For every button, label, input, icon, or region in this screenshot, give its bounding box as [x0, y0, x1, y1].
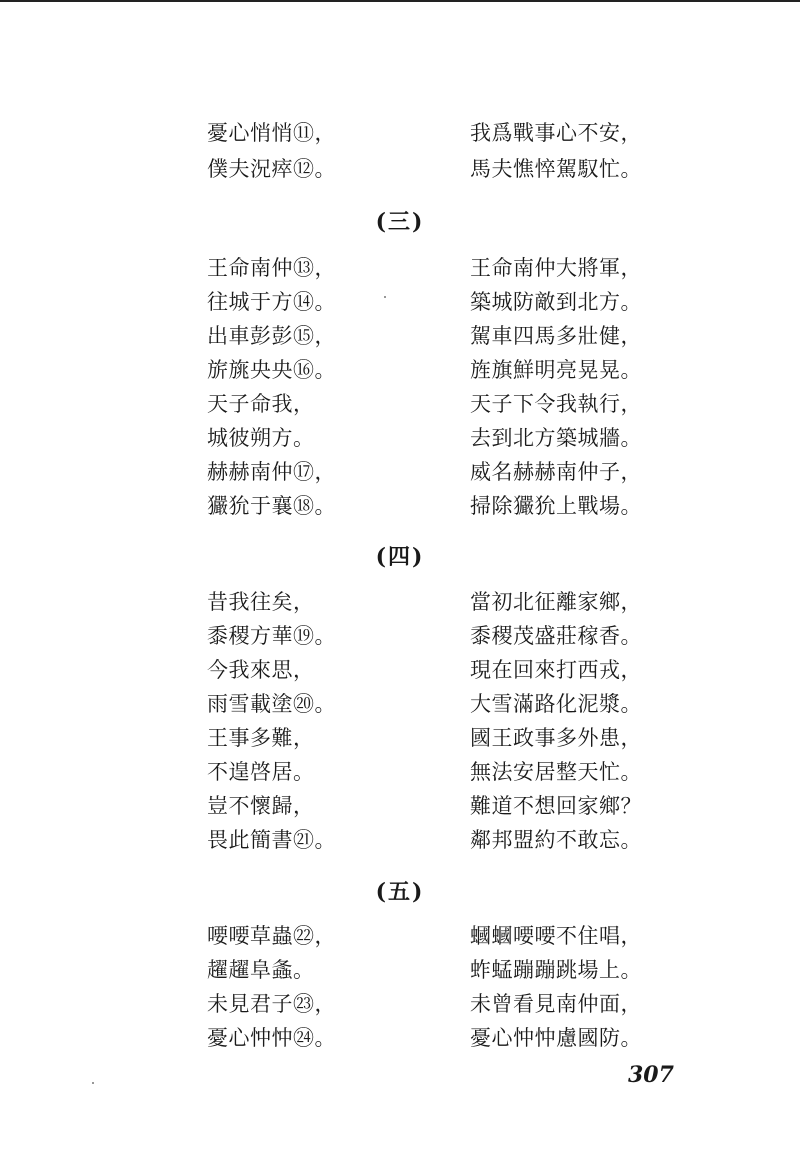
translation-verse: 當初北征離家鄉，: [470, 590, 642, 614]
original-verse: 趯趯阜螽。: [207, 958, 315, 982]
original-verse: 僕夫況瘁⑫。: [207, 157, 336, 181]
original-verse: 天子命我，: [207, 392, 315, 416]
original-verse: 昔我往矣，: [207, 590, 315, 614]
original-verse: 黍稷方華⑲。: [207, 624, 336, 648]
original-verse: 王事多難，: [207, 726, 315, 750]
verse-line: [0, 490, 800, 524]
verse-line: [0, 388, 800, 422]
stanza-heading: (五): [375, 879, 425, 905]
original-verse: 喓喓草蟲㉒，: [207, 924, 336, 948]
verse-line: [0, 354, 800, 388]
translation-verse: 威名赫赫南仲子，: [470, 460, 642, 484]
verse-line: [0, 456, 800, 490]
translation-verse: 現在回來打西戎，: [470, 658, 642, 682]
verse-line: [0, 756, 800, 790]
original-verse: 不遑啓居。: [207, 760, 315, 784]
original-verse: 赫赫南仲⑰，: [207, 460, 336, 484]
original-verse: 畏此簡書㉑。: [207, 828, 336, 852]
original-verse: 旂旐央央⑯。: [207, 358, 336, 382]
stanza-heading: (三): [375, 209, 425, 235]
verse-line: [0, 153, 800, 187]
translation-verse: 國王政事多外患，: [470, 726, 642, 750]
verse-line: [0, 620, 800, 654]
translation-verse: 未曾看見南仲面，: [470, 992, 642, 1016]
translation-verse: 王命南仲大將軍，: [470, 256, 642, 280]
verse-line: [0, 286, 800, 320]
translation-verse: 無法安居整天忙。: [470, 760, 642, 784]
stanza-heading: (四): [375, 544, 425, 570]
original-verse: 往城于方⑭。: [207, 290, 336, 314]
verse-line: [0, 320, 800, 354]
original-verse: 今我來思，: [207, 658, 315, 682]
verse-line: [0, 654, 800, 688]
verse-line: [0, 790, 800, 824]
original-verse: 出車彭彭⑮，: [207, 324, 336, 348]
verse-line: [0, 1022, 800, 1056]
page-number: 307: [628, 1062, 674, 1088]
original-verse: 未見君子㉓，: [207, 992, 336, 1016]
verse-line: [0, 824, 800, 858]
translation-verse: 大雪滿路化泥漿。: [470, 692, 642, 716]
translation-verse: 蟈蟈喓喓不住唱，: [470, 924, 642, 948]
verse-line: [0, 722, 800, 756]
translation-verse: 黍稷茂盛莊稼香。: [470, 624, 642, 648]
verse-line: [0, 117, 800, 151]
verse-line: [0, 988, 800, 1022]
verse-line: [0, 252, 800, 286]
verse-line: [0, 920, 800, 954]
print-speck: [92, 1082, 94, 1084]
translation-verse: 我爲戰事心不安，: [470, 121, 642, 145]
verse-line: [0, 688, 800, 722]
translation-verse: 憂心忡忡慮國防。: [470, 1026, 642, 1050]
translation-verse: 旌旗鮮明亮晃晃。: [470, 358, 642, 382]
translation-verse: 掃除玁狁上戰場。: [470, 494, 642, 518]
original-verse: 憂心悄悄⑪，: [207, 121, 336, 145]
verse-line: [0, 954, 800, 988]
translation-verse: 鄰邦盟約不敢忘。: [470, 828, 642, 852]
verse-line: [0, 586, 800, 620]
translation-verse: 馬夫憔悴駕馭忙。: [470, 157, 642, 181]
verse-line: [0, 422, 800, 456]
original-verse: 王命南仲⑬，: [207, 256, 336, 280]
translation-verse: 去到北方築城牆。: [470, 426, 642, 450]
translation-verse: 天子下令我執行，: [470, 392, 642, 416]
translation-verse: 築城防敵到北方。: [470, 290, 642, 314]
print-speck: [384, 296, 386, 298]
translation-verse: 難道不想回家鄉？: [470, 794, 642, 818]
original-verse: 豈不懷歸，: [207, 794, 315, 818]
original-verse: 雨雪載塗⑳。: [207, 692, 336, 716]
original-verse: 憂心忡忡㉔。: [207, 1026, 336, 1050]
translation-verse: 蚱蜢蹦蹦跳場上。: [470, 958, 642, 982]
translation-verse: 駕車四馬多壯健，: [470, 324, 642, 348]
original-verse: 城彼朔方。: [207, 426, 315, 450]
original-verse: 玁狁于襄⑱。: [207, 494, 336, 518]
